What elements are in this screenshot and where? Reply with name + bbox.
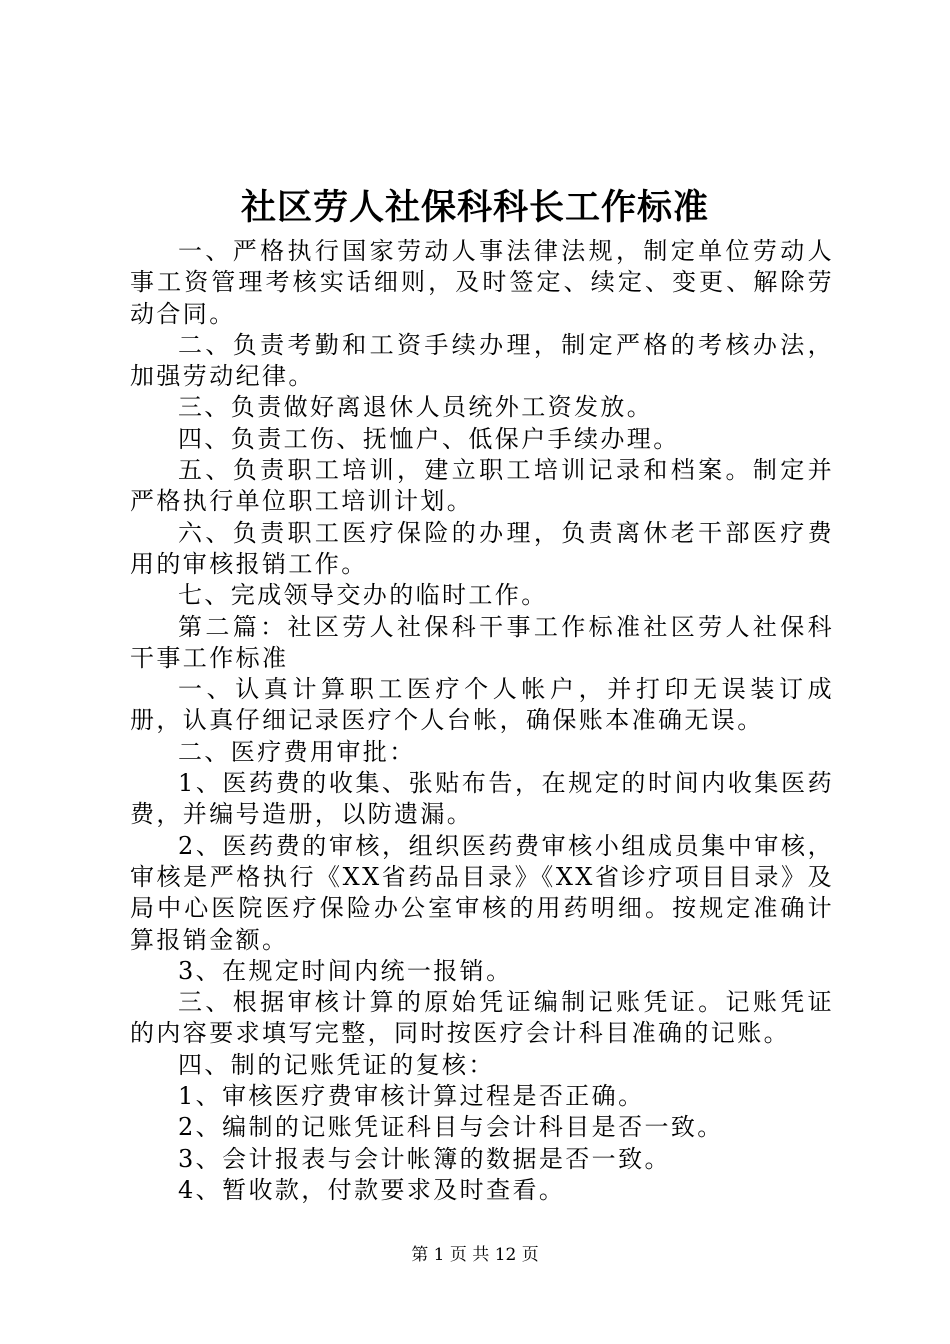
paragraph-7: 七、完成领导交办的临时工作。 <box>178 581 548 610</box>
document-body <box>130 236 834 1206</box>
paragraph-17: 2、编制的记账凭证科目与会计科目是否一致。 <box>178 1113 724 1142</box>
paragraph-13: 3、在规定时间内统一报销。 <box>178 956 513 985</box>
paragraph-1: 一、严格执行国家劳动人事法律法规，制定单位劳动人事工资管理考核实话细则，及时签定、续定、变更、解除劳动合同。 <box>130 237 834 328</box>
paragraph-16: 1、审核医疗费审核计算过程是否正确。 <box>178 1082 645 1111</box>
page-number-footer: 第 1 页 共 12 页 <box>411 1245 539 1265</box>
paragraph-10: 二、医疗费用审批： <box>178 737 416 766</box>
section-heading-second: 第二篇：社区劳人社保科干事工作标准社区劳人社保科干事工作标准 <box>130 612 834 672</box>
paragraph-9: 一、认真计算职工医疗个人帐户，并打印无误装订成册，认真仔细记录医疗个人台帐，确保账本准确无误。 <box>130 675 834 735</box>
paragraph-18: 3、会计报表与会计帐簿的数据是否一致。 <box>178 1144 671 1173</box>
paragraph-2: 二、负责考勤和工资手续办理，制定严格的考核办法，加强劳动纪律。 <box>130 330 834 391</box>
paragraph-4: 四、负责工伤、抚恤户、低保户手续办理。 <box>178 424 680 453</box>
paragraph-12: 2、医药费的审核，组织医药费审核小组成员集中审核，审核是严格执行《XX省药品目录》《XX省诊疗项目目录》及局中心医院医疗保险办公室审核的用药明细。按规定准确计算报销金额。 <box>130 831 834 954</box>
paragraph-11: 1、医药费的收集、张贴布告，在规定的时间内收集医药费，并编号造册，以防遗漏。 <box>130 769 834 829</box>
paragraph-19: 4、暂收款，付款要求及时查看。 <box>178 1175 566 1204</box>
paragraph-5: 五、负责职工培训，建立职工培训记录和档案。制定并严格执行单位职工培训计划。 <box>130 456 834 516</box>
paragraph-6: 六、负责职工医疗保险的办理，负责离休老干部医疗费用的审核报销工作。 <box>130 518 834 578</box>
document-title: 社区劳人社保科科长工作标准 <box>240 187 709 228</box>
paragraph-14: 三、根据审核计算的原始凭证编制记账凭证。记账凭证的内容要求填写完整，同时按医疗会计科目准确的记账。 <box>130 988 834 1048</box>
paragraph-15: 四、制的记账凭证的复核： <box>178 1050 495 1079</box>
paragraph-3: 三、负责做好离退休人员统外工资发放。 <box>178 393 654 422</box>
